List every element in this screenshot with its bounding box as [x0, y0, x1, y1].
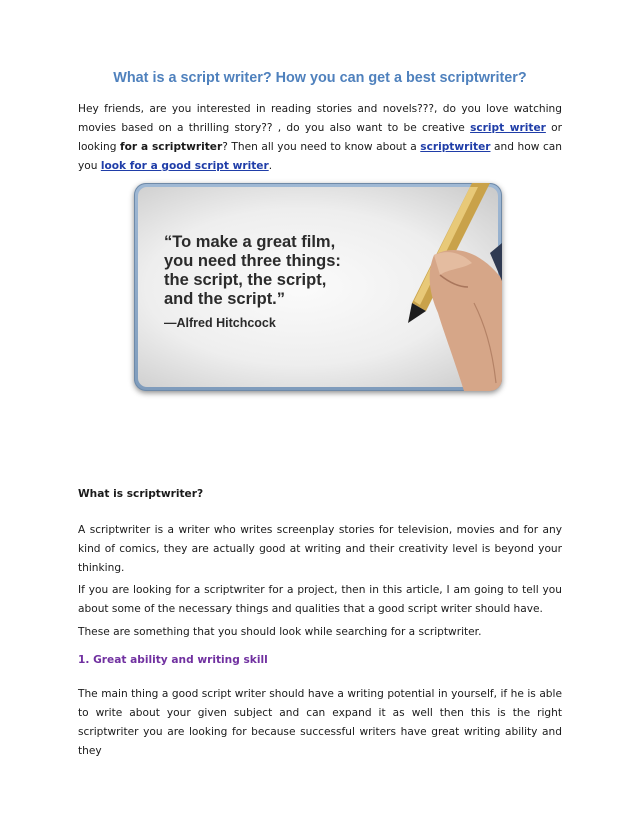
script-writer-link[interactable]: script writer [470, 122, 546, 134]
skill-subheading: 1. Great ability and writing skill [78, 654, 268, 666]
quote-text: “To make a great film, you need three things: the script, the script, and the script.” [164, 233, 341, 308]
intro-text-3: ? Then all you need to know about a [222, 141, 421, 153]
hand-with-pen-icon [404, 183, 502, 391]
intro-text-1: Hey friends, are you interested in reading stories and novels???, do you love watching movies based on a thrilling story?? , do you also want to be creative [78, 103, 562, 134]
quote-author: —Alfred Hitchcock [164, 316, 276, 330]
definition-paragraph: A scriptwriter is a writer who writes screenplay stories for television, movies and for any kind of comics, they are actually good at writing and their creativity level is beyond your thinking. [78, 524, 562, 574]
intro-text-2: or looking [78, 122, 562, 153]
skill-paragraph: The main thing a good script writer should have a writing potential in yourself, if he is able to write about your given subject and can expand it as well then this is the right scriptwriter you are looking for because successful writers have great writing ability and they [78, 688, 562, 757]
intro-text-4: and how can you [78, 141, 562, 172]
hitchcock-quote-image [134, 183, 502, 391]
intro-paragraph [78, 100, 562, 176]
search-paragraph: These are something that you should look while searching for a scriptwriter. [78, 626, 482, 638]
scriptwriter-link[interactable]: scriptwriter [420, 141, 491, 153]
project-paragraph: If you are looking for a scriptwriter for a project, then in this article, I am going to tell you about some of the necessary things and qualities that a good script writer should have. [78, 584, 562, 615]
article-title: What is a script writer? How you can get a best scriptwriter? [113, 70, 527, 86]
section-heading: What is scriptwriter? [78, 488, 204, 500]
good-script-writer-link[interactable]: look for a good script writer [100, 160, 269, 172]
intro-text-5: . [268, 160, 273, 172]
intro-bold-text: for a scriptwriter [119, 141, 223, 153]
